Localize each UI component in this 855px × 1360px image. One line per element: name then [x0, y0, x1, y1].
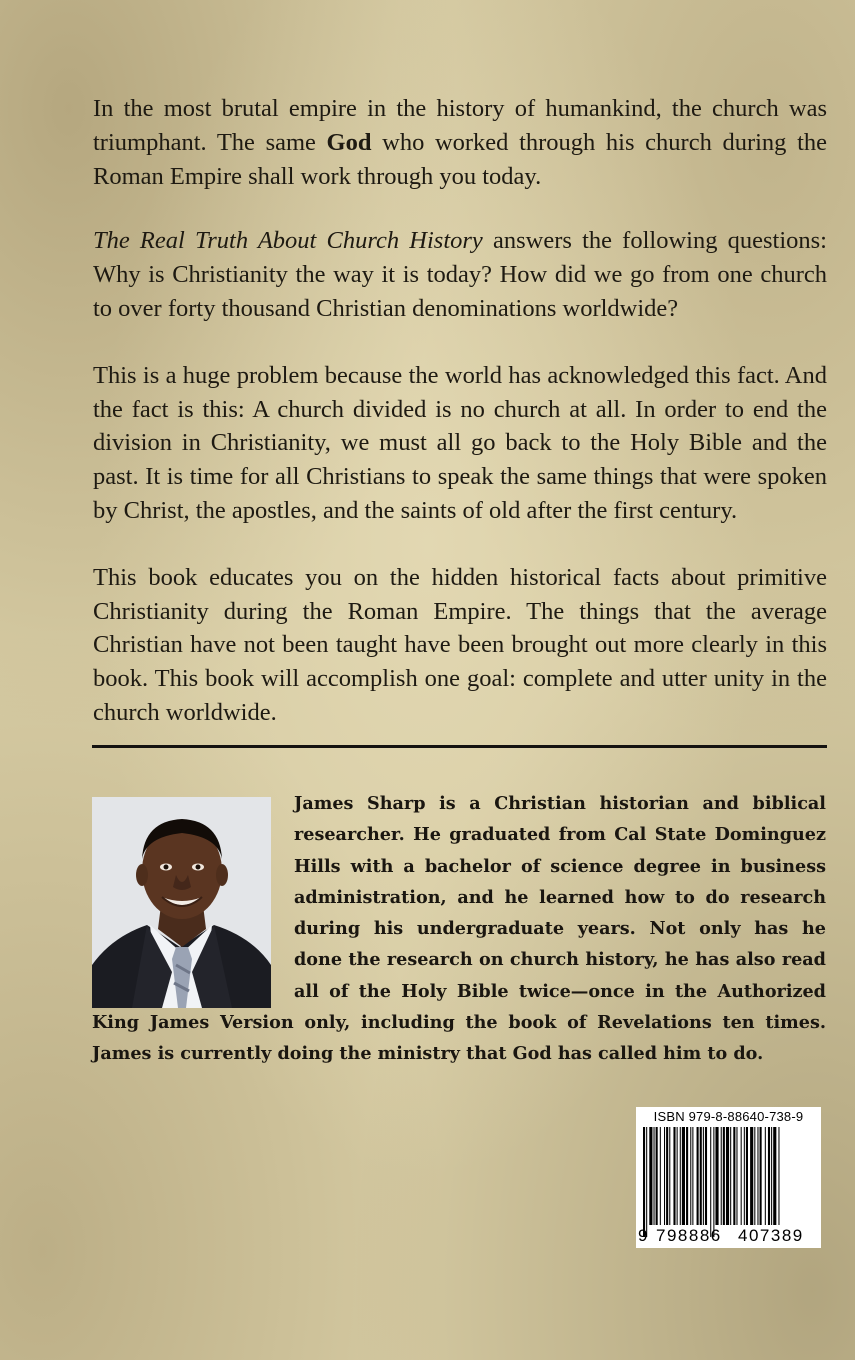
barcode-bar: [654, 1127, 655, 1225]
barcode-bar: [741, 1127, 742, 1225]
barcode-bar: [773, 1127, 776, 1225]
barcode-bar: [771, 1127, 772, 1225]
barcode-bar: [715, 1127, 718, 1225]
isbn-label: ISBN 979-8-88640-738-9: [653, 1109, 804, 1124]
barcode-bar: [656, 1127, 658, 1225]
barcode-bars: [643, 1127, 814, 1237]
barcode-digit-first: 9: [638, 1226, 648, 1245]
barcode-bar: [703, 1127, 704, 1225]
book-title-italic: The Real Truth About Church History: [93, 227, 483, 255]
barcode-bar: [649, 1127, 652, 1225]
barcode-bar: [700, 1127, 702, 1225]
barcode-bar: [744, 1127, 745, 1225]
barcode-bar: [760, 1127, 762, 1225]
blurb-p1-bold-word: God: [326, 128, 372, 156]
bio-photo-spacer: [92, 788, 294, 1006]
barcode-bar: [757, 1127, 758, 1225]
barcode-bar: [664, 1127, 665, 1225]
author-bio: [92, 788, 826, 1070]
barcode-bar: [686, 1127, 688, 1225]
barcode-bar: [646, 1127, 647, 1237]
barcode-bar: [690, 1127, 691, 1225]
barcode-bar: [746, 1127, 748, 1225]
barcode-bar: [643, 1127, 645, 1237]
barcode-bar: [673, 1127, 675, 1225]
blurb-paragraph-4: This book educates you on the hidden historical facts about primitive Christianity during the Roman Empire. The things that the average Christian have not been taught have been brought out more clearly in this book. This book will accomplish one goal: complete and utter unity in the church worldwide.: [93, 563, 827, 726]
blurb-paragraph-1: [93, 92, 827, 193]
barcode-bar: [768, 1127, 770, 1225]
barcode-bar: [754, 1127, 755, 1225]
blurb-p1-text-end: who worked through his church during the Roman Empire shall work through you today.: [93, 128, 827, 190]
barcode-digits-right: 407389: [738, 1226, 804, 1245]
barcode-bar: [669, 1127, 670, 1225]
back-cover-blurb: [93, 92, 827, 763]
author-bio-text: James Sharp is a Christian historian and biblical researcher. He graduated from Cal State Dominguez Hills with a bachelor of science degree in business administration, and he learned how to do research during his undergraduate years. Not only has he done the research on church history, he has also read all of the Holy Bible twice—once in the Authorized King James Version only, including the book of Revelations ten times. James is currently doing the ministry that God has called him to do.: [92, 793, 826, 1065]
barcode-bar: [721, 1127, 722, 1225]
barcode-bar: [660, 1127, 661, 1225]
barcode-bar: [723, 1127, 725, 1225]
barcode-bar: [750, 1127, 753, 1225]
barcode-bar: [705, 1127, 707, 1225]
barcode-bar: [726, 1127, 729, 1225]
barcode-digits: [636, 1226, 821, 1246]
blurb-paragraph-3: This is a huge problem because the world has acknowledged this fact. And the fact is this: A church divided is no church at all. In order to end the division in Christianity, we must all go back to the Holy Bible and the past. It is time for all Christians to speak the same things that were spoken by Christ, the apostles, and the saints of old after the first century.: [93, 361, 827, 524]
barcode-bar: [733, 1127, 735, 1225]
isbn-barcode: [636, 1107, 821, 1248]
barcode-bar: [692, 1127, 693, 1225]
barcode-bar: [666, 1127, 668, 1225]
barcode-bar: [710, 1127, 711, 1237]
barcode-bar: [730, 1127, 731, 1225]
blurb-paragraph-2: [93, 224, 827, 325]
barcode-bar: [765, 1127, 766, 1225]
barcode-bar: [713, 1127, 714, 1237]
barcode-bar: [736, 1127, 737, 1225]
barcode-bar: [680, 1127, 681, 1225]
barcode-bar: [682, 1127, 685, 1225]
barcode-bar: [677, 1127, 678, 1225]
blurb-p2-text: answers the following questions: Why is Christianity the way it is today? How did we go from one church to over forty thousand Christian denominations worldwide?: [93, 227, 827, 322]
barcode-bar: [778, 1127, 779, 1225]
section-divider: [92, 745, 827, 748]
barcode-bar: [697, 1127, 699, 1225]
blurb-p1-text-start: In the most brutal empire in the history of humankind, the church was triumphant. The same: [93, 95, 827, 156]
barcode-digits-left: 798886: [656, 1226, 722, 1245]
